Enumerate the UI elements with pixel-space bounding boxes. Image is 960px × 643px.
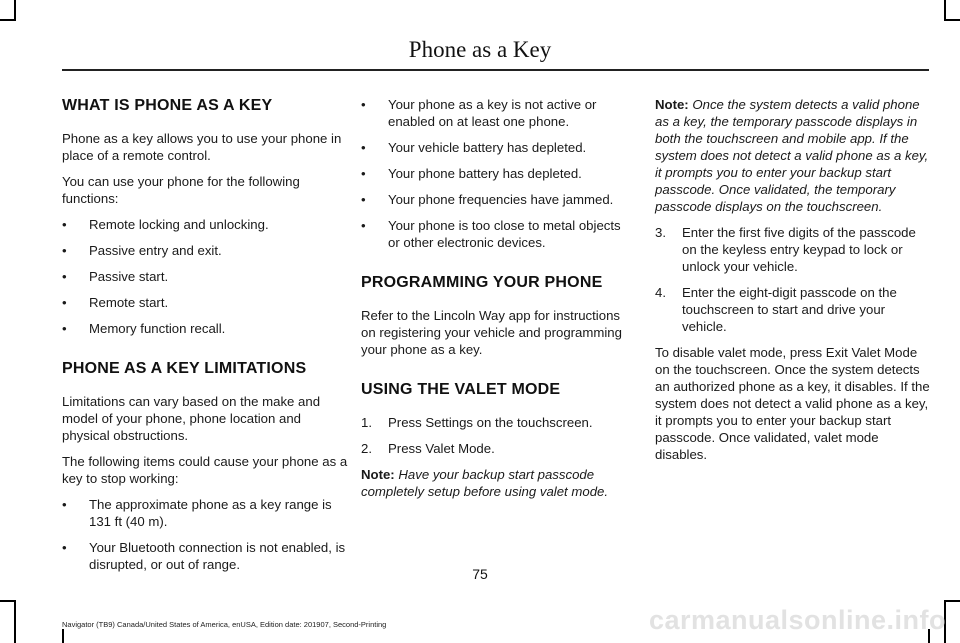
bullet-marker: • [361, 218, 366, 233]
list-item [361, 96, 633, 130]
column-middle [361, 96, 633, 509]
list-item [62, 268, 352, 285]
bullet-marker: • [62, 269, 67, 284]
step-item [361, 440, 633, 457]
step-item [655, 284, 930, 335]
section-heading-programming: PROGRAMMING YOUR PHONE [361, 274, 603, 291]
bullet-list-limitations [62, 496, 352, 573]
note-text: Have your backup start passcode completely setup before using valet mode. [361, 467, 609, 499]
list-item-text: Your Bluetooth connection is not enabled, is disrupted, or out of range. [89, 540, 346, 572]
list-item-text: Your phone is too close to metal objects or other electronic devices. [388, 218, 621, 250]
crop-mark [944, 0, 946, 21]
section-heading-what-is: WHAT IS PHONE AS A KEY [62, 97, 273, 114]
step-text: Press Settings on the touchscreen. [388, 415, 593, 430]
note-text: Once the system detects a valid phone as a key, the temporary passcode displays in both the touchscreen and mobile app. If the system does not detect a valid phone as a key, it prompts you to enter your backup start passcode. Once validated, the temporary passcode displays on the touchscreen. [655, 97, 929, 214]
bullet-marker: • [62, 243, 67, 258]
crop-mark [944, 600, 960, 602]
note [361, 466, 633, 500]
paragraph: The following items could cause your phone as a key to stop working: [62, 454, 348, 486]
title-rule [62, 69, 929, 71]
bullet-marker: • [62, 497, 67, 512]
list-item-text: Remote locking and unlocking. [89, 217, 269, 232]
column-right [655, 96, 930, 472]
numbered-steps [361, 414, 633, 457]
page-number: 75 [472, 566, 488, 582]
step-number: 2. [361, 441, 372, 456]
list-item-text: Passive entry and exit. [89, 243, 222, 258]
paragraph: Refer to the Lincoln Way app for instructions on registering your vehicle and programming your phone as a key. [361, 308, 622, 357]
page-title: Phone as a Key [408, 37, 552, 62]
list-item-text: Your phone battery has depleted. [388, 166, 582, 181]
step-item [361, 414, 633, 431]
paragraph: Phone as a key allows you to use your phone in place of a remote control. [62, 131, 342, 163]
bullet-marker: • [361, 140, 366, 155]
list-item-text: The approximate phone as a key range is 131 ft (40 m). [89, 497, 332, 529]
crop-mark [14, 600, 16, 643]
column-left [62, 96, 352, 582]
section-heading-limitations: PHONE AS A KEY LIMITATIONS [62, 360, 307, 377]
step-number: 3. [655, 225, 666, 240]
crop-mark [62, 629, 64, 643]
step-item [655, 224, 930, 275]
list-item [361, 191, 633, 208]
watermark: carmanualsonline.info [648, 605, 946, 635]
step-text: Press Valet Mode. [388, 441, 495, 456]
list-item [62, 242, 352, 259]
bullet-marker: • [361, 192, 366, 207]
bullet-list-limitations-cont [361, 96, 633, 251]
step-number: 4. [655, 285, 666, 300]
list-item [361, 139, 633, 156]
list-item [62, 320, 352, 337]
crop-mark [0, 600, 16, 602]
list-item [62, 294, 352, 311]
note-label: Note: [655, 97, 689, 112]
crop-mark [14, 0, 16, 21]
paragraph: To disable valet mode, press Exit Valet Mode on the touchscreen. Once the system detects an authorized phone as a key, it disables. If the system does not detect a valid phone as a key, it prompts you to enter your backup start passcode. Once validated, valet mode disables. [655, 345, 930, 462]
crop-mark [944, 19, 960, 21]
note [655, 96, 930, 215]
list-item-text: Your vehicle battery has depleted. [388, 140, 587, 155]
footer-edition: Navigator (TB9) Canada/United States of America, enUSA, Edition date: 201907, Second-Printing [62, 620, 387, 629]
bullet-list-functions [62, 216, 352, 337]
bullet-marker: • [62, 321, 67, 336]
list-item [361, 165, 633, 182]
list-item-text: Memory function recall. [89, 321, 226, 336]
paragraph: You can use your phone for the following functions: [62, 174, 300, 206]
crop-mark [0, 19, 16, 21]
numbered-steps [655, 224, 930, 335]
list-item-text: Passive start. [89, 269, 169, 284]
step-number: 1. [361, 415, 372, 430]
note-label: Note: [361, 467, 395, 482]
step-text: Enter the first five digits of the passcode on the keyless entry keypad to lock or unlock your vehicle. [682, 225, 916, 274]
list-item-text: Your phone frequencies have jammed. [388, 192, 614, 207]
bullet-marker: • [62, 540, 67, 555]
step-text: Enter the eight-digit passcode on the touchscreen to start and drive your vehicle. [682, 285, 897, 334]
bullet-marker: • [62, 295, 67, 310]
section-heading-valet-mode: USING THE VALET MODE [361, 381, 561, 398]
list-item [361, 217, 633, 251]
list-item-text: Your phone as a key is not active or enabled on at least one phone. [388, 97, 597, 129]
list-item-text: Remote start. [89, 295, 169, 310]
paragraph: Limitations can vary based on the make and model of your phone, phone location and physical obstructions. [62, 394, 321, 443]
bullet-marker: • [361, 166, 366, 181]
bullet-marker: • [62, 217, 67, 232]
bullet-marker: • [361, 97, 366, 112]
list-item [62, 496, 352, 530]
list-item [62, 216, 352, 233]
